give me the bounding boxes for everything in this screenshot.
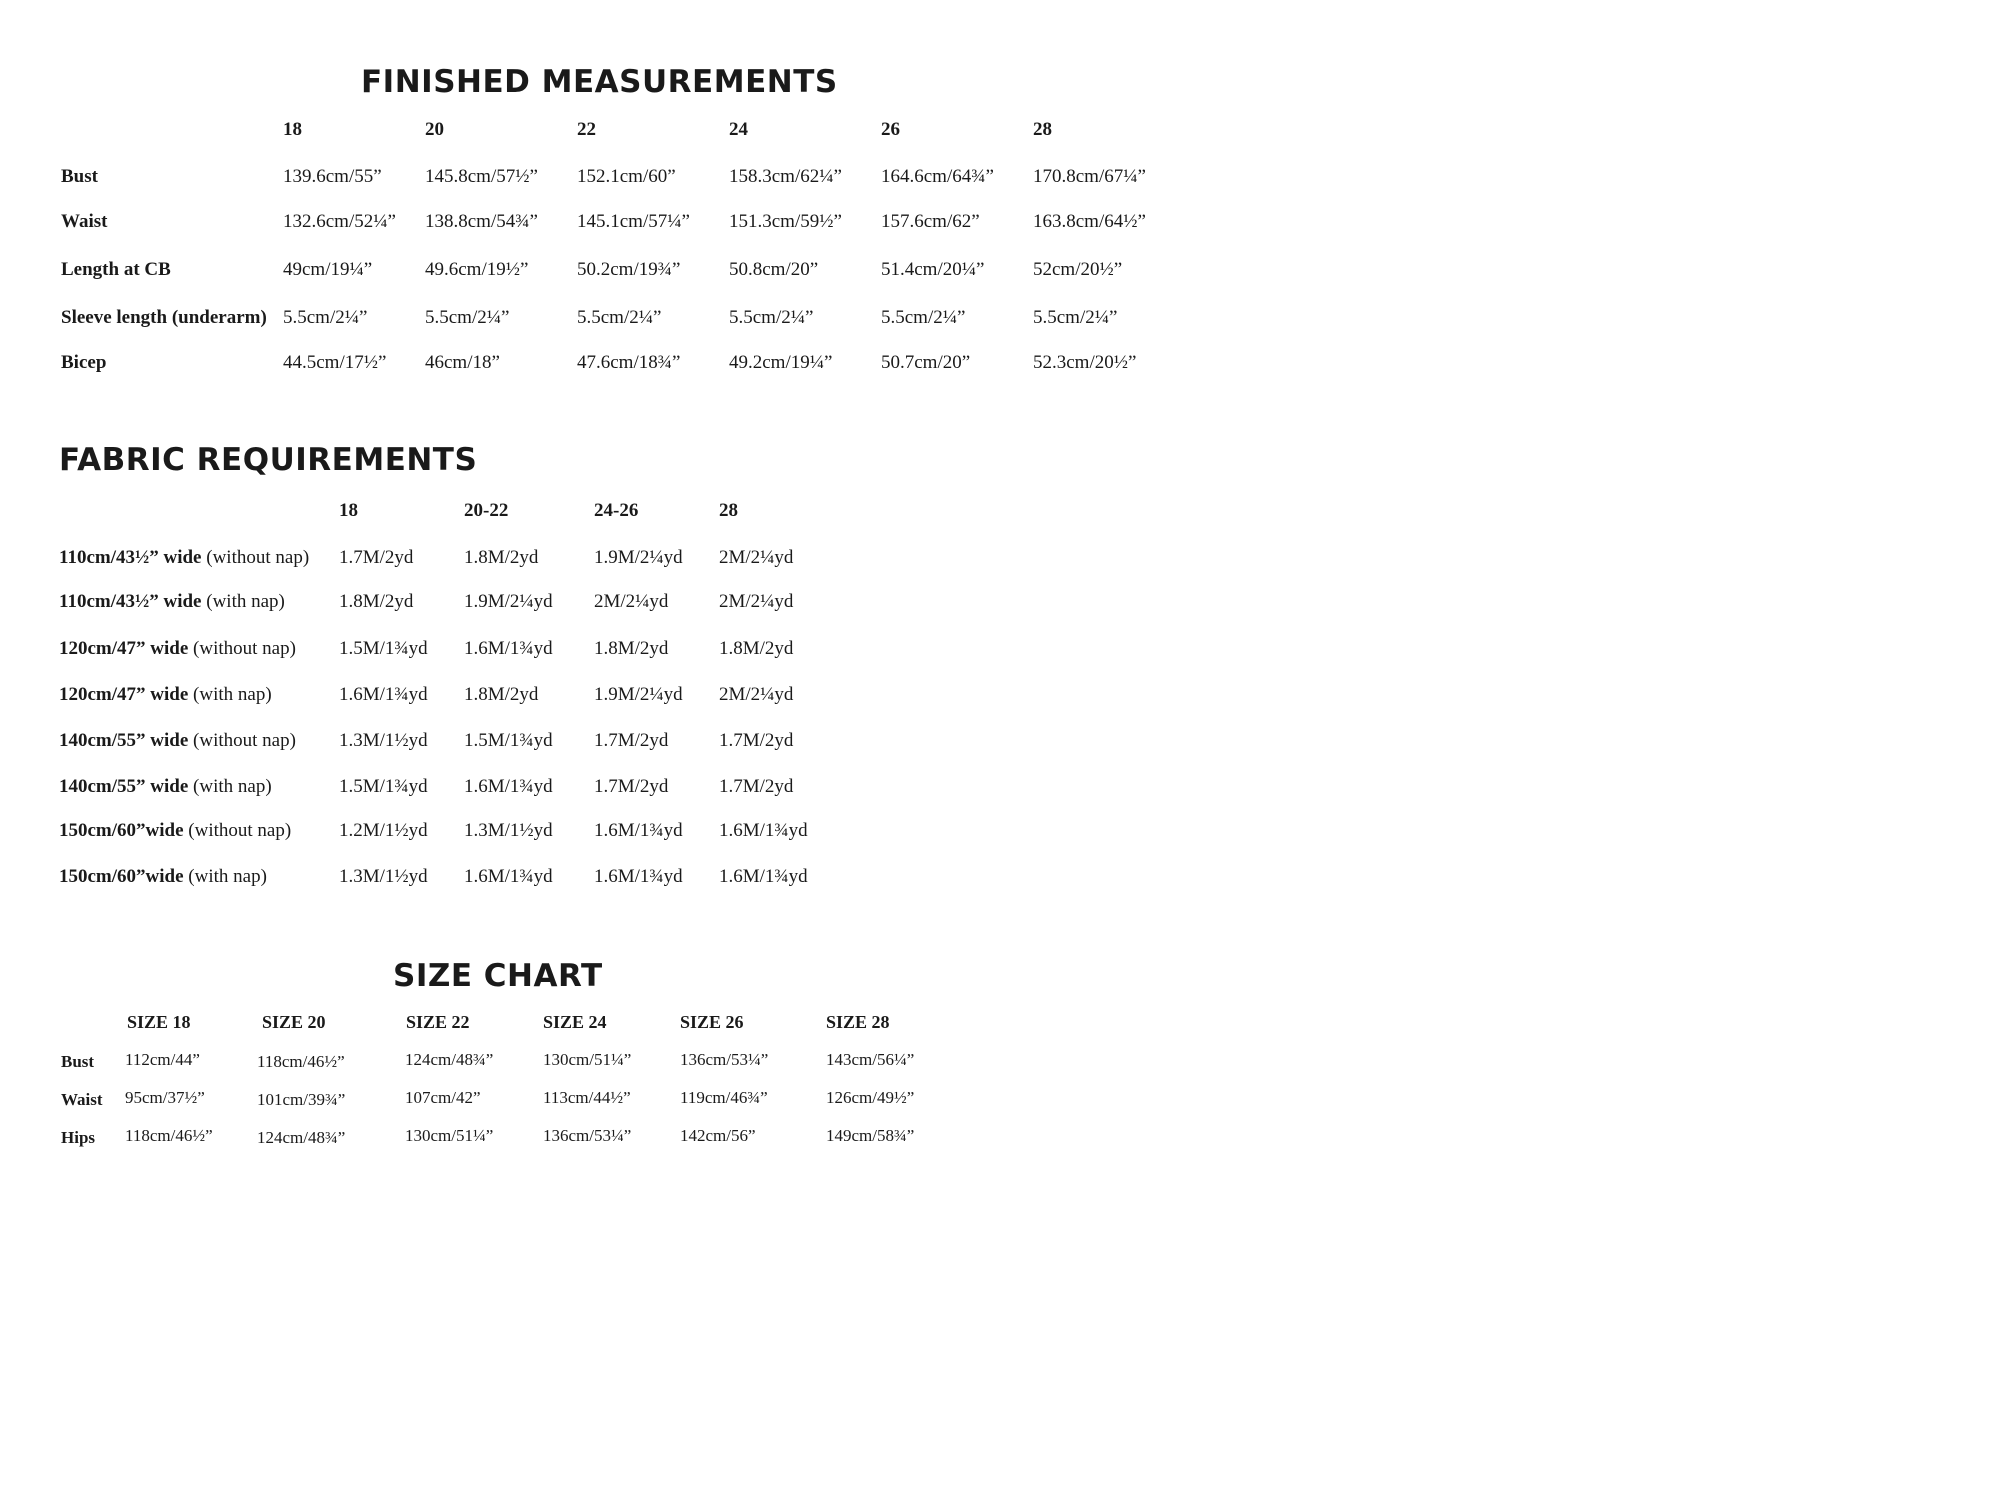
measurement-cell: 5.5cm/2¼” <box>283 307 368 328</box>
fabric-amount-cell: 1.7M/2yd <box>339 547 414 568</box>
measurement-label: Bicep <box>61 352 107 373</box>
size-chart-cell: 118cm/46½” <box>125 1126 213 1145</box>
measurement-cell: 163.8cm/64½” <box>1033 211 1146 232</box>
fabric-amount-cell: 1.8M/2yd <box>464 684 539 705</box>
measurement-cell: 52cm/20½” <box>1033 259 1123 280</box>
fabric-width-label <box>59 685 272 704</box>
fabric-amount-cell: 1.6M/1¾yd <box>719 820 808 841</box>
fabric-width-label <box>59 777 272 796</box>
measurement-cell: 139.6cm/55” <box>283 166 382 187</box>
size-header: 22 <box>577 119 596 140</box>
fabric-amount-cell: 1.6M/1¾yd <box>464 776 553 797</box>
size-header: 20-22 <box>464 500 509 521</box>
fabric-amount-cell: 2M/2¼yd <box>719 591 794 612</box>
measurement-label: Waist <box>61 211 108 232</box>
measurement-label: Bust <box>61 166 98 187</box>
fabric-amount-cell: 1.5M/1¾yd <box>339 638 428 659</box>
measurement-cell: 170.8cm/67¼” <box>1033 166 1146 187</box>
measurement-cell: 151.3cm/59½” <box>729 211 842 232</box>
measurement-label: Length at CB <box>61 259 171 280</box>
size-chart-cell: 119cm/46¾” <box>680 1088 768 1107</box>
fabric-amount-cell: 2M/2¼yd <box>719 684 794 705</box>
fabric-amount-cell: 1.9M/2¼yd <box>594 684 683 705</box>
measurement-cell: 5.5cm/2¼” <box>881 307 966 328</box>
size-chart-cell: 113cm/44½” <box>543 1088 631 1107</box>
body-measurement-label: Hips <box>61 1128 96 1147</box>
fabric-amount-cell: 1.6M/1¾yd <box>464 638 553 659</box>
size-header: 24-26 <box>594 500 639 521</box>
measurement-cell: 44.5cm/17½” <box>283 352 387 373</box>
measurement-cell: 51.4cm/20¼” <box>881 259 985 280</box>
nap-note: (with nap) <box>188 684 272 705</box>
size-chart-cell: 107cm/42” <box>405 1088 481 1107</box>
size-chart-cell: 124cm/48¾” <box>405 1050 494 1069</box>
size-chart-cell: 126cm/49½” <box>826 1088 915 1107</box>
fabric-amount-cell: 1.7M/2yd <box>719 730 794 751</box>
measurement-cell: 49.6cm/19½” <box>425 259 529 280</box>
measurement-cell: 145.1cm/57¼” <box>577 211 690 232</box>
measurement-cell: 49cm/19¼” <box>283 259 373 280</box>
size-header: SIZE 18 <box>127 1012 191 1032</box>
fabric-amount-cell: 1.6M/1¾yd <box>594 866 683 887</box>
body-measurement-label: Bust <box>61 1052 95 1071</box>
fabric-amount-cell: 1.2M/1½yd <box>339 820 428 841</box>
size-header: SIZE 24 <box>543 1012 607 1032</box>
measurement-cell: 158.3cm/62¼” <box>729 166 842 187</box>
size-header: 18 <box>339 500 358 521</box>
fabric-amount-cell: 1.8M/2yd <box>339 591 414 612</box>
fabric-amount-cell: 1.6M/1¾yd <box>719 866 808 887</box>
size-chart-cell: 130cm/51¼” <box>405 1126 494 1145</box>
measurement-cell: 5.5cm/2¼” <box>1033 307 1118 328</box>
fabric-width: 150cm/60”wide <box>59 820 184 841</box>
fabric-width-label <box>59 731 296 750</box>
finished-measurements-title: FINISHED MEASUREMENTS <box>361 64 838 100</box>
size-chart-cell: 112cm/44” <box>125 1050 200 1069</box>
fabric-amount-cell: 1.6M/1¾yd <box>464 866 553 887</box>
measurement-cell: 145.8cm/57½” <box>425 166 538 187</box>
measurement-cell: 152.1cm/60” <box>577 166 676 187</box>
measurement-cell: 50.2cm/19¾” <box>577 259 681 280</box>
size-header: 28 <box>719 500 738 521</box>
fabric-width: 110cm/43½” wide <box>59 591 202 612</box>
fabric-width-label <box>59 821 291 840</box>
fabric-amount-cell: 1.7M/2yd <box>719 776 794 797</box>
size-header: SIZE 22 <box>406 1012 470 1032</box>
size-header: 20 <box>425 119 444 140</box>
size-chart-title: SIZE CHART <box>393 958 603 994</box>
nap-note: (with nap) <box>188 776 272 797</box>
nap-note: (without nap) <box>201 547 310 568</box>
measurement-cell: 47.6cm/18¾” <box>577 352 681 373</box>
measurement-cell: 52.3cm/20½” <box>1033 352 1137 373</box>
size-header: 18 <box>283 119 302 140</box>
measurement-cell: 49.2cm/19¼” <box>729 352 833 373</box>
measurement-cell: 138.8cm/54¾” <box>425 211 538 232</box>
fabric-width: 150cm/60”wide <box>59 866 184 887</box>
fabric-amount-cell: 2M/2¼yd <box>594 591 669 612</box>
nap-note: (with nap) <box>201 591 285 612</box>
size-header: 28 <box>1033 119 1052 140</box>
fabric-amount-cell: 1.8M/2yd <box>464 547 539 568</box>
size-chart-cell: 118cm/46½” <box>257 1052 345 1071</box>
fabric-amount-cell: 1.9M/2¼yd <box>594 547 683 568</box>
size-chart-cell: 136cm/53¼” <box>680 1050 769 1069</box>
size-chart-cell: 124cm/48¾” <box>257 1128 346 1147</box>
measurement-cell: 157.6cm/62” <box>881 211 980 232</box>
size-chart-cell: 101cm/39¾” <box>257 1090 346 1109</box>
size-chart-cell: 143cm/56¼” <box>826 1050 915 1069</box>
size-header: SIZE 28 <box>826 1012 890 1032</box>
fabric-requirements-title: FABRIC REQUIREMENTS <box>59 442 478 478</box>
fabric-amount-cell: 1.5M/1¾yd <box>464 730 553 751</box>
measurement-cell: 50.8cm/20” <box>729 259 819 280</box>
fabric-amount-cell: 1.3M/1½yd <box>464 820 553 841</box>
fabric-amount-cell: 2M/2¼yd <box>719 547 794 568</box>
nap-note: (without nap) <box>188 730 296 751</box>
fabric-width: 120cm/47” wide <box>59 684 189 705</box>
size-header: SIZE 20 <box>262 1012 326 1032</box>
measurement-label: Sleeve length (underarm) <box>61 307 267 328</box>
size-header: 26 <box>881 119 900 140</box>
size-chart-cell: 95cm/37½” <box>125 1088 205 1107</box>
fabric-amount-cell: 1.7M/2yd <box>594 730 669 751</box>
body-measurement-label: Waist <box>61 1090 103 1109</box>
fabric-width-label <box>59 867 267 886</box>
measurement-cell: 5.5cm/2¼” <box>425 307 510 328</box>
size-chart-cell: 149cm/58¾” <box>826 1126 915 1145</box>
fabric-width-label <box>59 548 309 567</box>
nap-note: (without nap) <box>183 820 292 841</box>
measurement-cell: 5.5cm/2¼” <box>577 307 662 328</box>
fabric-amount-cell: 1.5M/1¾yd <box>339 776 428 797</box>
fabric-amount-cell: 1.7M/2yd <box>594 776 669 797</box>
nap-note: (without nap) <box>188 638 296 659</box>
fabric-width: 140cm/55” wide <box>59 776 189 797</box>
measurement-cell: 46cm/18” <box>425 352 500 373</box>
fabric-amount-cell: 1.3M/1½yd <box>339 730 428 751</box>
size-chart-cell: 142cm/56” <box>680 1126 756 1145</box>
measurement-cell: 50.7cm/20” <box>881 352 971 373</box>
fabric-amount-cell: 1.8M/2yd <box>594 638 669 659</box>
size-header: SIZE 26 <box>680 1012 744 1032</box>
fabric-amount-cell: 1.8M/2yd <box>719 638 794 659</box>
fabric-amount-cell: 1.6M/1¾yd <box>594 820 683 841</box>
fabric-width: 110cm/43½” wide <box>59 547 202 568</box>
fabric-width: 140cm/55” wide <box>59 730 189 751</box>
fabric-width-label <box>59 639 296 658</box>
measurement-cell: 5.5cm/2¼” <box>729 307 814 328</box>
fabric-amount-cell: 1.9M/2¼yd <box>464 591 553 612</box>
fabric-width: 120cm/47” wide <box>59 638 189 659</box>
fabric-amount-cell: 1.6M/1¾yd <box>339 684 428 705</box>
nap-note: (with nap) <box>183 866 267 887</box>
measurement-cell: 164.6cm/64¾” <box>881 166 994 187</box>
size-chart-cell: 136cm/53¼” <box>543 1126 632 1145</box>
fabric-amount-cell: 1.3M/1½yd <box>339 866 428 887</box>
measurement-cell: 132.6cm/52¼” <box>283 211 396 232</box>
fabric-width-label <box>59 592 285 611</box>
size-header: 24 <box>729 119 748 140</box>
size-chart-cell: 130cm/51¼” <box>543 1050 632 1069</box>
